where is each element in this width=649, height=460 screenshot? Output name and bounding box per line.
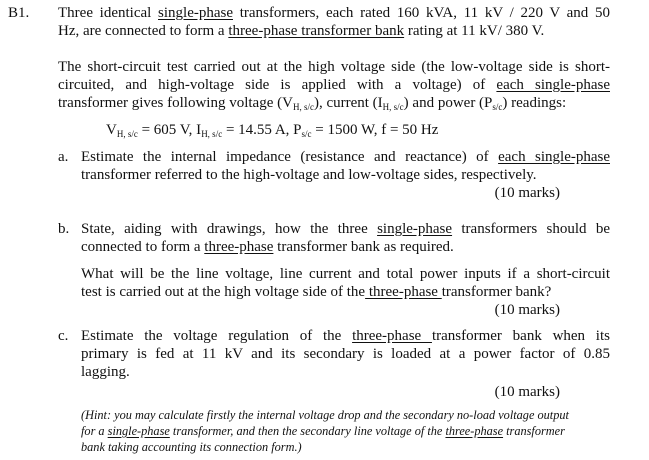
part-a-marks: (10 marks) — [494, 185, 560, 201]
test-line-1: The short-circuit test carried out at the high voltage side (the low-voltage side is short- — [58, 59, 610, 75]
intro-line-2: Hz, are connected to form a three-phase transformer bank rating at 11 kV/ 380 V. — [58, 23, 545, 39]
part-c-line-3: lagging. — [81, 364, 130, 380]
part-b-label: b. — [58, 221, 70, 237]
hint-line-2: for a single-phase transformer, and then the secondary line voltage of the three-phase transformer — [81, 424, 565, 438]
hint-line-1: (Hint: you may calculate firstly the internal voltage drop and the secondary no-load voltage output — [81, 408, 569, 422]
question-number: B1. — [8, 5, 30, 21]
part-c-label: c. — [58, 328, 69, 344]
part-b-line-1: State, aiding with drawings, how the three single-phase transformers should be — [81, 221, 611, 237]
part-a-line-2: transformer referred to the high-voltage and low-voltage sides, respectively. — [81, 167, 537, 183]
intro-line-1: Three identical single-phase transformers, each rated 160 kVA, 11 kV / 220 V and 50 — [58, 5, 610, 21]
part-b-line-4: test is carried out at the high voltage side of the three-phase transformer bank? — [81, 284, 552, 300]
part-c-line-1: Estimate the voltage regulation of the three-phase transformer bank when its — [81, 328, 610, 344]
part-c-line-2: primary is fed at 11 kV and its secondary is loaded at a power factor of 0.85 — [81, 346, 610, 362]
part-a-label: a. — [58, 149, 69, 165]
part-b-line-3: What will be the line voltage, line current and total power inputs if a short-circuit — [81, 266, 610, 282]
part-a-line-1: Estimate the internal impedance (resistance and reactance) of each single-phase — [81, 149, 610, 165]
part-b-line-2: connected to form a three-phase transformer bank as required. — [81, 239, 454, 255]
test-line-3: transformer gives following voltage $(V_{H, s/c})$, current $(I_{H, s/c})$ and power $(P_{s/c})$ readings: — [58, 95, 567, 112]
part-b-marks: (10 marks) — [494, 302, 560, 318]
test-readings: $V_{H, s/c} = 605$ V, $I_{H, s/c} = 14.55$ A, $P_{s/c} = 1500$ W, f = 50 Hz — [106, 122, 439, 139]
part-c-marks: (10 marks) — [494, 384, 560, 400]
test-line-2: circuited, and high-voltage side is applied with a voltage) of each single-phase — [58, 77, 610, 93]
hint-line-3: bank taking accounting its connection form.) — [81, 440, 302, 454]
